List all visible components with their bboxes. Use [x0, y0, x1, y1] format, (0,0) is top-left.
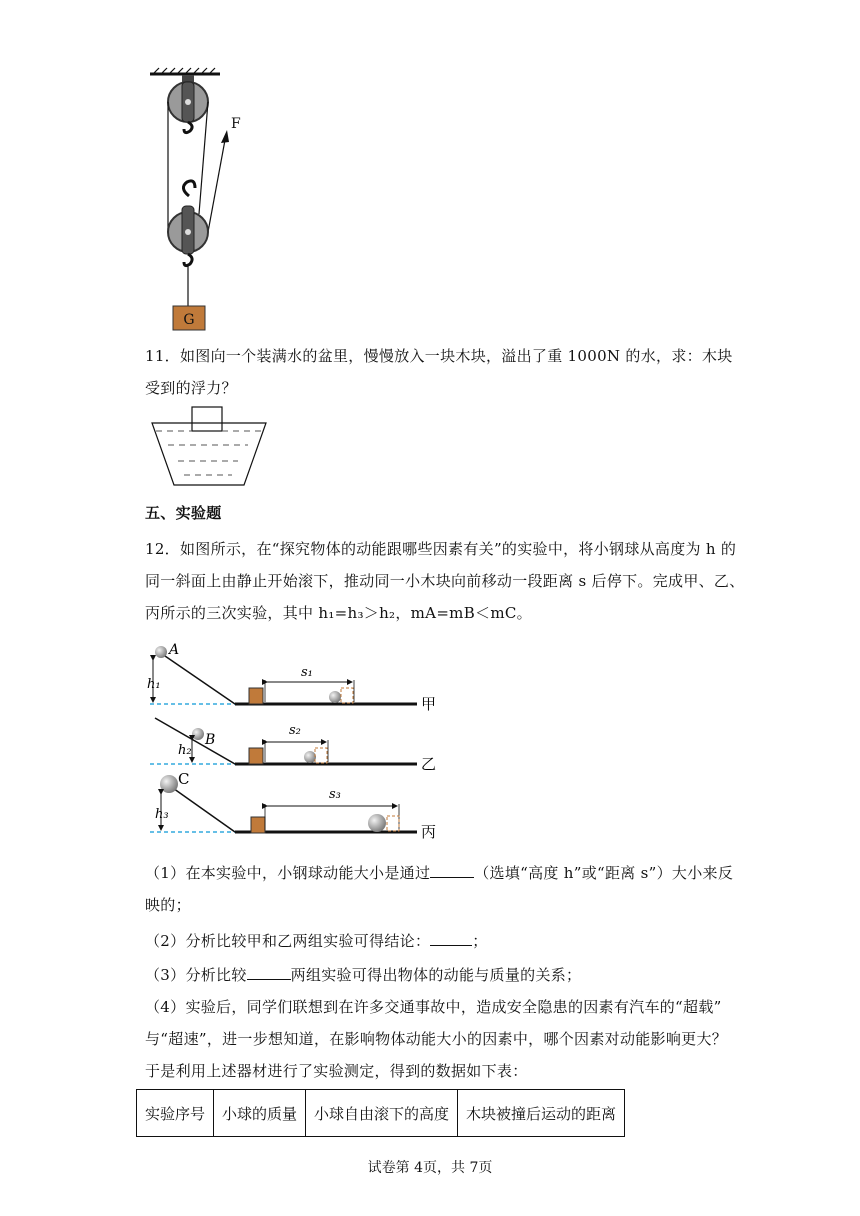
exp-label-3: 丙 — [421, 823, 437, 841]
section-title: 五、实验题 — [145, 504, 222, 522]
sub3-line — [145, 964, 581, 985]
distance-label-2: s₂ — [289, 723, 301, 738]
sub2-text-b: ； — [472, 932, 488, 950]
sub2-text-a: （2）分析比较甲和乙两组实验可得结论： — [145, 932, 431, 950]
answer-blank-2[interactable] — [430, 930, 472, 946]
distance-label-1: s₁ — [301, 665, 313, 680]
height-label-3: h₃ — [155, 807, 169, 822]
height-label-1: h₁ — [147, 677, 161, 692]
answer-blank-3[interactable] — [247, 964, 291, 980]
height-label-2: h₂ — [178, 743, 192, 758]
q12-line1: 12．如图所示，在“探究物体的动能跟哪些因素有关”的实验中，将小钢球从高度为 h 的 — [145, 540, 737, 558]
data-table — [136, 1089, 625, 1137]
table-header-row — [137, 1090, 625, 1137]
weight-label: G — [183, 312, 195, 328]
experiment-figure — [145, 636, 445, 846]
ball-label-c: C — [178, 770, 190, 788]
pulley-figure — [145, 66, 265, 336]
exp-label-1: 甲 — [421, 695, 437, 713]
sub4-line2: 与“超速”，进一步想知道，在影响物体动能大小的因素中，哪个因素对动能影响更大？ — [145, 1030, 728, 1048]
sub4-line1: （4）实验后，同学们联想到在许多交通事故中，造成安全隐患的因素有汽车的“超载” — [145, 998, 722, 1016]
sub4-line3: 于是利用上述器材进行了实验测定，得到的数据如下表： — [145, 1062, 528, 1080]
sub3-text-b: 两组实验可得出物体的动能与质量的关系； — [290, 966, 582, 984]
basin-figure — [148, 405, 272, 487]
table-header-cell: 小球的质量 — [214, 1090, 306, 1137]
sub1-text-a: （1）在本实验中，小钢球动能大小是通过 — [145, 864, 431, 882]
sub2-line — [145, 930, 488, 951]
force-label: F — [231, 116, 241, 132]
q12-line3: 丙所示的三次实验，其中 h₁=h₃＞h₂，mA=mB＜mC。 — [145, 604, 532, 622]
distance-label-3: s₃ — [329, 787, 341, 802]
exp-label-2: 乙 — [421, 755, 437, 773]
ball-label-b: B — [205, 732, 216, 748]
sub1-text-b: （选填“高度 h”或“距离 s”）大小来反 — [474, 864, 734, 882]
answer-blank-1[interactable] — [430, 862, 474, 878]
page-footer: 试卷第 4页，共 7页 — [367, 1160, 493, 1176]
q11-line1: 11．如图向一个装满水的盆里，慢慢放入一块木块，溢出了重 1000N 的水，求：木块 — [145, 347, 733, 365]
q12-line2: 同一斜面上由静止开始滚下，推动同一小木块向前移动一段距离 s 后停下。完成甲、乙、 — [145, 572, 745, 590]
sub1-line — [145, 862, 733, 883]
table-header-cell: 小球自由滚下的高度 — [306, 1090, 458, 1137]
sub1-cont: 映的； — [145, 896, 191, 914]
q11-line2: 受到的浮力？ — [145, 379, 237, 397]
table-header-cell: 实验序号 — [137, 1090, 214, 1137]
ball-label-a: A — [169, 642, 180, 658]
sub3-text-a: （3）分析比较 — [145, 966, 247, 984]
table-header-cell: 木块被撞后运动的距离 — [458, 1090, 625, 1137]
